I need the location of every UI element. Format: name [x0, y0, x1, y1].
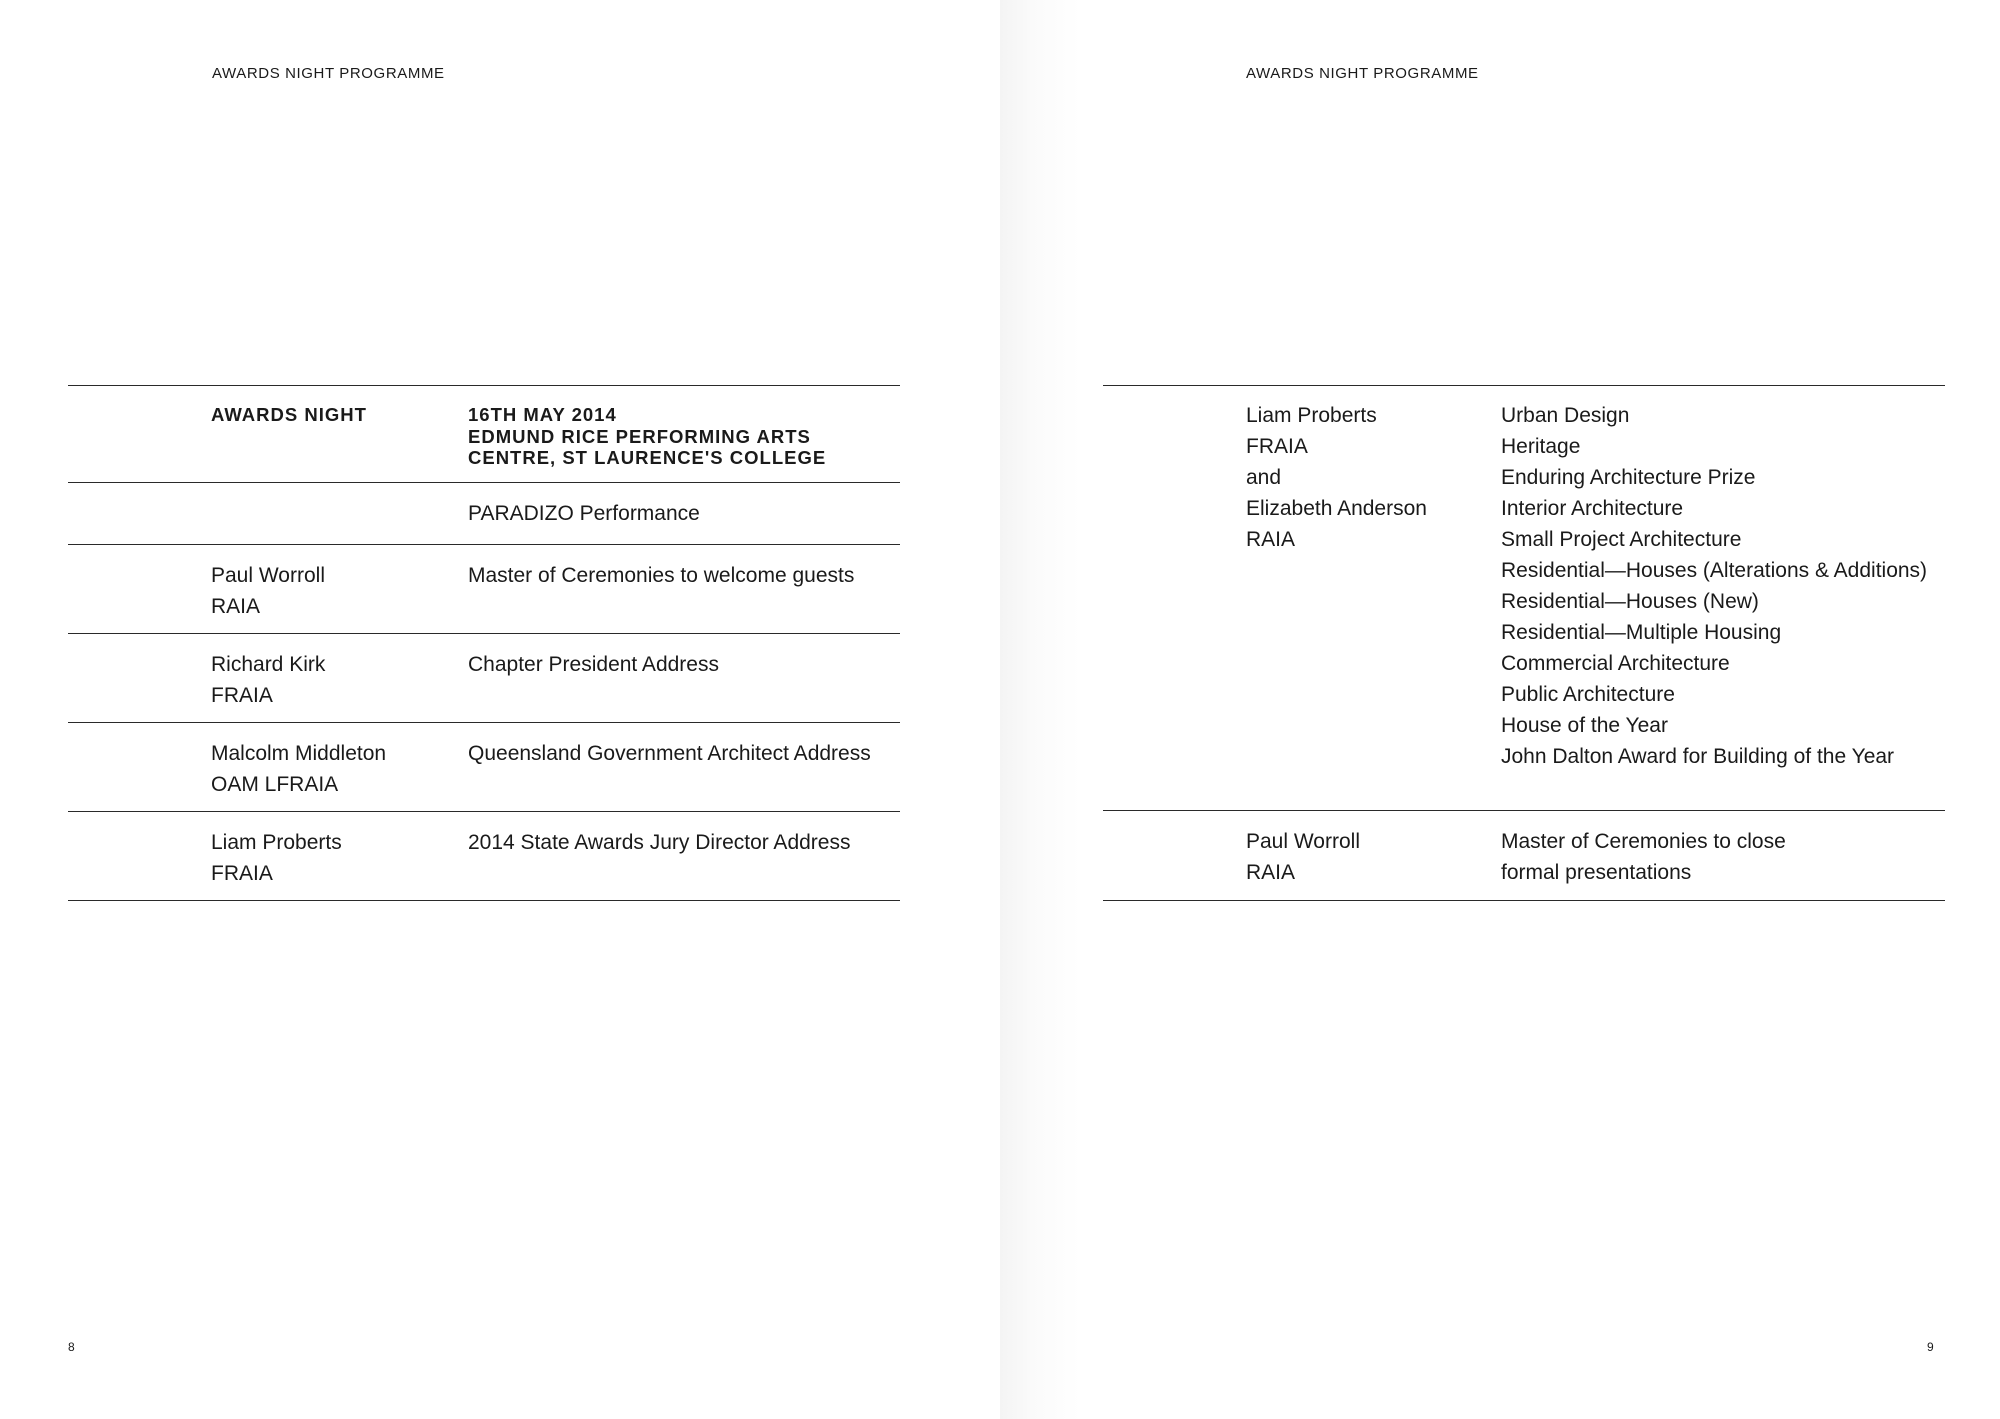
award-category: John Dalton Award for Building of the Year	[1501, 745, 1895, 768]
award-category: Residential—Houses (New)	[1501, 590, 1759, 613]
programme-item: Chapter President Address	[468, 653, 719, 676]
programme-item: 2014 State Awards Jury Director Address	[468, 831, 851, 854]
divider-rule	[68, 385, 900, 386]
divider-rule	[1103, 385, 1945, 386]
programme-item: Master of Ceremonies to welcome guests	[468, 564, 855, 587]
event-date: 16TH MAY 2014	[468, 404, 617, 425]
award-category: Residential—Houses (Alterations & Additions)	[1501, 559, 1928, 582]
speaker	[211, 738, 386, 800]
divider-rule	[1103, 810, 1945, 811]
award-category: Urban Design	[1501, 404, 1630, 427]
presenter-title: RAIA	[1246, 528, 1296, 551]
speaker-name: Malcolm Middleton	[211, 742, 387, 765]
presenter-name: Elizabeth Anderson	[1246, 497, 1427, 520]
event-venue-line-2: CENTRE, ST LAURENCE'S COLLEGE	[468, 447, 827, 468]
divider-rule	[68, 544, 900, 545]
presenter-title: FRAIA	[1246, 435, 1308, 458]
speaker-name: Liam Proberts	[211, 831, 342, 854]
speaker-title: FRAIA	[211, 862, 273, 885]
divider-rule	[68, 811, 900, 812]
award-category: House of the Year	[1501, 714, 1668, 737]
speaker-name: Paul Worroll	[211, 564, 325, 587]
speaker-title: RAIA	[1246, 861, 1296, 884]
page-right	[1000, 0, 2000, 1419]
presenters	[1246, 400, 1427, 555]
page-number: 8	[68, 1340, 75, 1354]
award-category: Commercial Architecture	[1501, 652, 1730, 675]
speaker-name: Paul Worroll	[1246, 830, 1360, 853]
divider-rule	[68, 482, 900, 483]
programme-item: Queensland Government Architect Address	[468, 742, 871, 765]
speaker-title: RAIA	[211, 595, 261, 618]
speaker	[211, 827, 342, 889]
divider-rule	[68, 633, 900, 634]
award-category: Residential—Multiple Housing	[1501, 621, 1782, 644]
running-head: AWARDS NIGHT PROGRAMME	[1246, 65, 1479, 82]
speaker	[211, 649, 325, 711]
divider-rule	[1103, 900, 1945, 901]
event-details	[468, 404, 826, 469]
page-number: 9	[1927, 1340, 1934, 1354]
speaker	[211, 560, 325, 622]
speaker	[1246, 826, 1360, 888]
award-category: Enduring Architecture Prize	[1501, 466, 1756, 489]
presenter-name: Liam Proberts	[1246, 404, 1377, 427]
programme-item: PARADIZO Performance	[468, 502, 700, 525]
event-venue-line-1: EDMUND RICE PERFORMING ARTS	[468, 425, 811, 447]
programme-item: Master of Ceremonies to close formal presentations	[1501, 830, 1786, 884]
running-head: AWARDS NIGHT PROGRAMME	[212, 65, 445, 82]
divider-rule	[68, 900, 900, 901]
section-label: AWARDS NIGHT	[211, 404, 367, 425]
award-category: Small Project Architecture	[1501, 528, 1742, 551]
speaker-title: OAM LFRAIA	[211, 773, 339, 796]
award-categories-list	[1501, 400, 1927, 772]
speaker-name: Richard Kirk	[211, 653, 326, 676]
award-category: Interior Architecture	[1501, 497, 1684, 520]
divider-rule	[68, 722, 900, 723]
presenter-conjunction: and	[1246, 466, 1282, 489]
award-category: Public Architecture	[1501, 683, 1675, 706]
speaker-title: FRAIA	[211, 684, 273, 707]
award-category: Heritage	[1501, 435, 1581, 458]
